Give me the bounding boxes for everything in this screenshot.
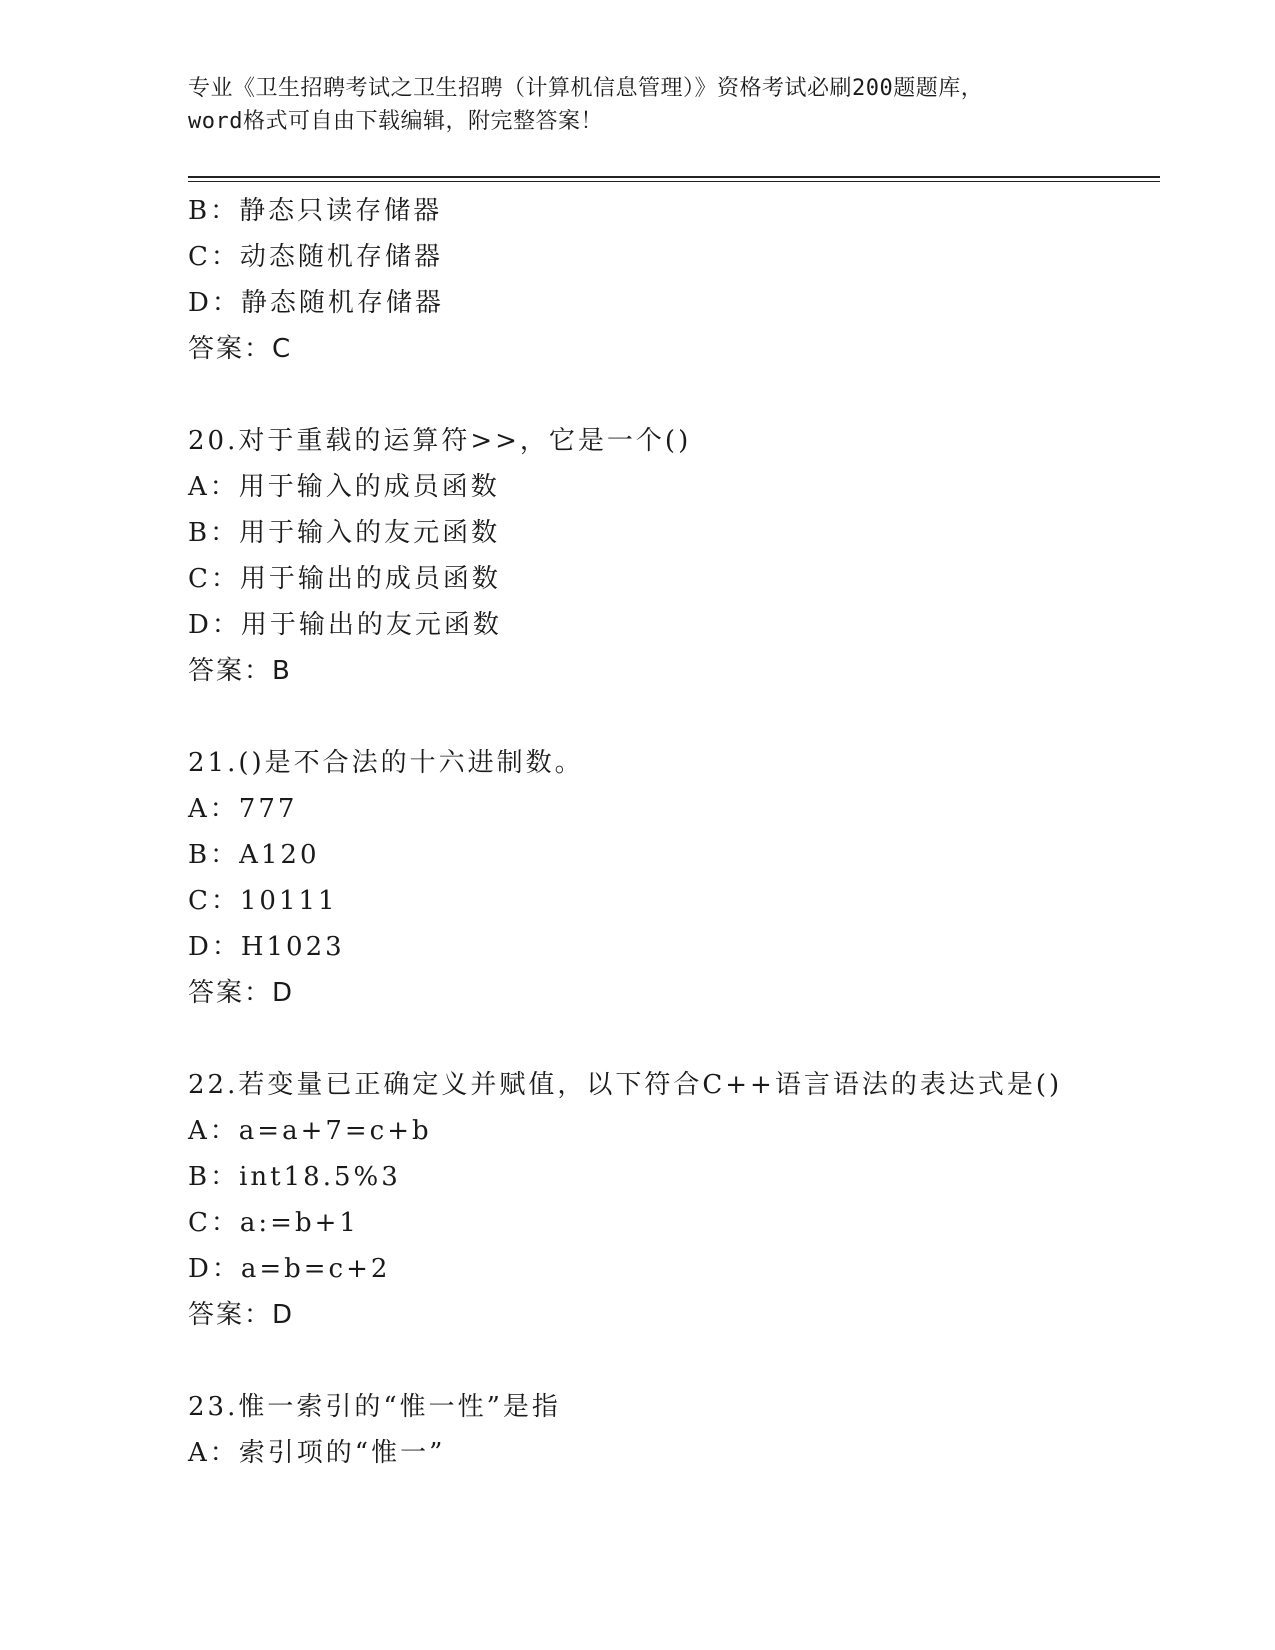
option-b: B：用于输入的友元函数 [188, 518, 501, 548]
answer: 答案：B [188, 656, 292, 686]
question-19-continued [188, 188, 1148, 372]
spacer [188, 694, 1148, 740]
option-a: A：索引项的“惟一” [188, 1438, 446, 1468]
option-c: C：动态随机存储器 [188, 242, 443, 272]
option-c: C：a:=b+1 [188, 1208, 359, 1238]
option-b: B：A120 [188, 840, 320, 870]
question-21 [188, 740, 1148, 1016]
question-20 [188, 418, 1148, 694]
question-stem: 23.惟一索引的“惟一性”是指 [188, 1392, 561, 1422]
spacer [188, 1016, 1148, 1062]
spacer [188, 1338, 1148, 1384]
header-line-1: 专业《卫生招聘考试之卫生招聘（计算机信息管理）》资格考试必刷200题题库， [188, 76, 984, 101]
option-a: A：用于输入的成员函数 [188, 472, 500, 502]
header-line-2: word格式可自由下载编辑，附完整答案！ [188, 109, 603, 134]
option-a: A：a=a+7=c+b [188, 1116, 432, 1146]
option-c: C：10111 [188, 886, 338, 916]
question-stem: 21.()是不合法的十六进制数。 [188, 748, 584, 778]
question-23 [188, 1384, 1148, 1476]
question-22 [188, 1062, 1148, 1338]
option-d: D：用于输出的友元函数 [188, 610, 502, 640]
document-header [188, 72, 1088, 138]
header-divider [188, 176, 1160, 182]
option-c: C：用于输出的成员函数 [188, 564, 501, 594]
answer: 答案：C [188, 334, 293, 364]
option-a: A：777 [188, 794, 298, 824]
option-d: D：a=b=c+2 [188, 1254, 391, 1284]
spacer [188, 372, 1148, 418]
option-d: D：H1023 [188, 932, 345, 962]
answer: 答案：D [188, 978, 295, 1008]
option-b: B：int18.5%3 [188, 1162, 401, 1192]
option-d: D：静态随机存储器 [188, 288, 444, 318]
answer: 答案：D [188, 1300, 295, 1330]
option-b: B：静态只读存储器 [188, 196, 443, 226]
question-stem: 20.对于重载的运算符>>，它是一个() [188, 426, 692, 456]
question-list [188, 188, 1148, 1476]
question-stem: 22.若变量已正确定义并赋值，以下符合C++语言语法的表达式是() [188, 1070, 1063, 1100]
